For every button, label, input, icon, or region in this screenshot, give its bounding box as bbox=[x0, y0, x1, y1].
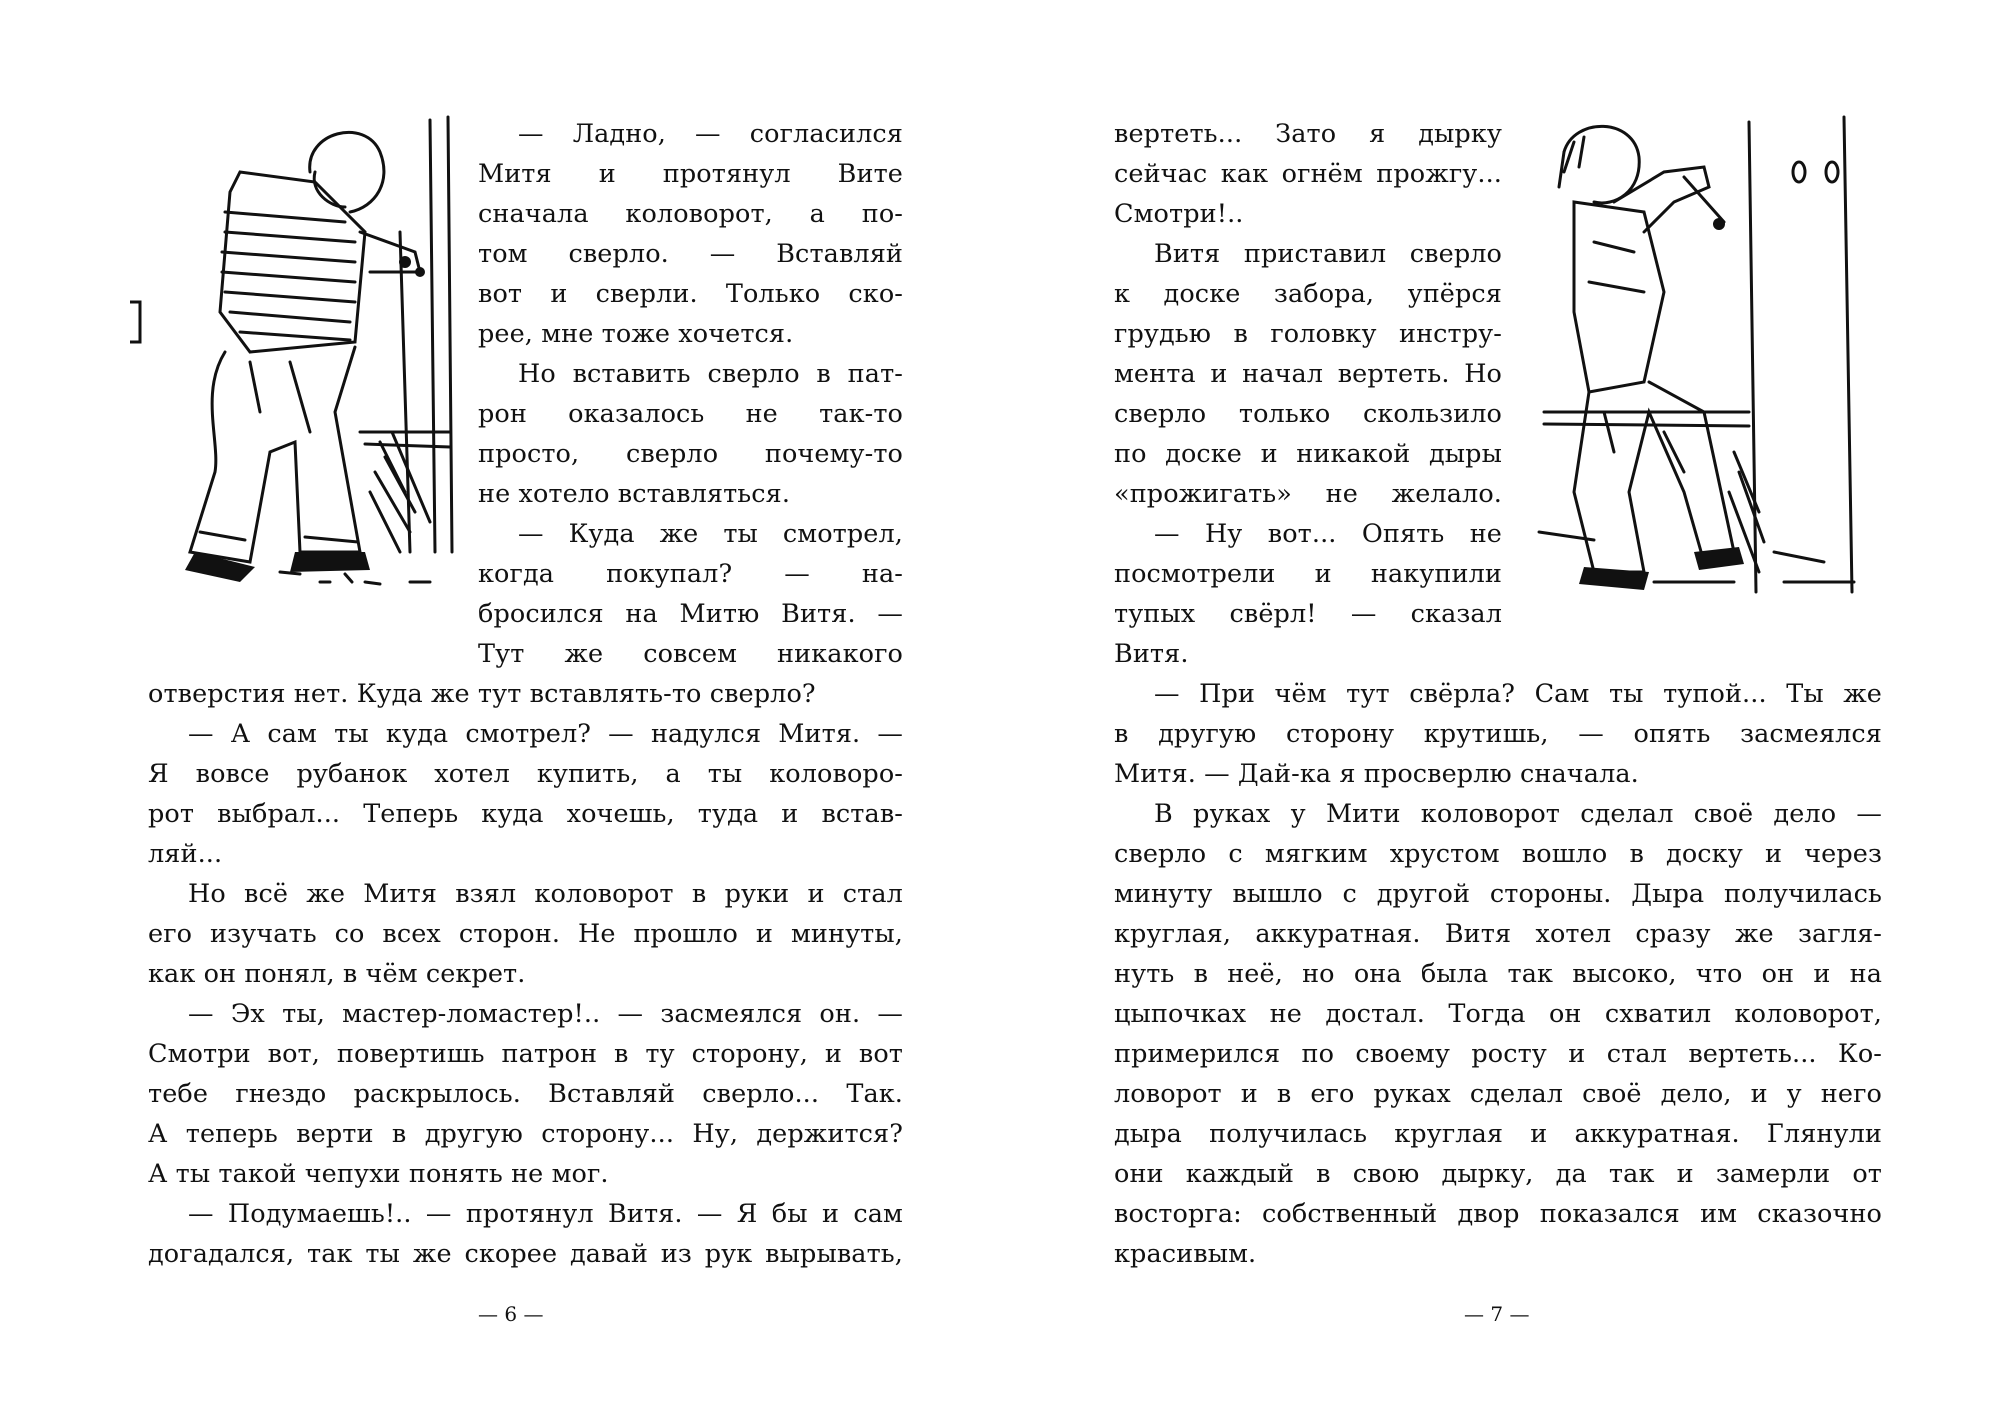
text-line: не хотело вставляться. bbox=[478, 479, 791, 509]
text-line: сначала коловорот, а по- bbox=[478, 199, 903, 229]
text-line: — Куда же ты смотрел, bbox=[518, 519, 903, 549]
text-line: том сверло. — Вставляй bbox=[478, 239, 903, 269]
text-line: отверстия нет. Куда же тут вставлять-то сверло? bbox=[148, 679, 816, 709]
page-number: — 6 — bbox=[478, 1302, 544, 1326]
text-line: Витя приставил сверло bbox=[1154, 239, 1502, 269]
text-line: вот и сверли. Только ско- bbox=[478, 279, 903, 309]
text-line: тебе гнездо раскрылось. Вставляй сверло... Так. bbox=[148, 1079, 903, 1109]
text-line: Но вставить сверло в пат- bbox=[518, 359, 903, 389]
text-line: Витя. bbox=[1114, 639, 1189, 669]
right-top-text-block bbox=[1114, 114, 1502, 674]
text-line: по доске и никакой дыры bbox=[1114, 439, 1502, 469]
text-line: Митя и протянул Вите bbox=[478, 159, 903, 189]
text-line: Я вовсе рубанок хотел купить, а ты коловоро- bbox=[148, 759, 903, 789]
text-line: Смотри вот, повертишь патрон в ту сторону, и вот bbox=[148, 1039, 903, 1069]
text-line: ляй... bbox=[148, 839, 223, 869]
text-line: посмотрели и накупили bbox=[1114, 559, 1502, 589]
text-line: А ты такой чепухи понять не мог. bbox=[148, 1159, 609, 1189]
text-line: восторга: собственный двор показался им сказочно bbox=[1114, 1199, 1882, 1229]
text-line: цыпочках не достал. Тогда он схватил коловорот, bbox=[1114, 999, 1882, 1029]
text-line: Митя. — Дай-ка я просверлю сначала. bbox=[1114, 759, 1639, 789]
text-line: грудью в головку инстру- bbox=[1114, 319, 1502, 349]
text-line: — Ладно, — согласился bbox=[518, 119, 903, 149]
text-line: А теперь верти в другую сторону... Ну, держится? bbox=[148, 1119, 903, 1149]
text-line: Тут же совсем никакого bbox=[478, 639, 903, 669]
text-line: догадался, так ты же скорее давай из рук вырывать, bbox=[148, 1239, 903, 1269]
text-line: сверло с мягким хрустом вошло в доску и через bbox=[1114, 839, 1882, 869]
text-line: дыра получилась круглая и аккуратная. Глянули bbox=[1114, 1119, 1882, 1149]
left-top-text-block bbox=[478, 114, 903, 674]
text-line: Но всё же Митя взял коловорот в руки и стал bbox=[188, 879, 903, 909]
right-full-text-block bbox=[1114, 674, 1882, 1274]
text-line: «прожигать» не желало. bbox=[1114, 479, 1502, 509]
text-line: — Подумаешь!.. — протянул Витя. — Я бы и сам bbox=[188, 1199, 903, 1229]
text-line: его изучать со всех сторон. Не прошло и минуты, bbox=[148, 919, 903, 949]
text-line: круглая, аккуратная. Витя хотел сразу же загля- bbox=[1114, 919, 1882, 949]
text-line: рот выбрал... Теперь куда хочешь, туда и встав- bbox=[148, 799, 903, 829]
text-line: минуту вышло с другой стороны. Дыра получилась bbox=[1114, 879, 1882, 909]
text-line: сейчас как огнём прожгу... bbox=[1114, 159, 1502, 189]
text-line: когда покупал? — на- bbox=[478, 559, 903, 589]
page-number: — 7 — bbox=[1464, 1302, 1530, 1326]
text-line: В руках у Мити коловорот сделал своё дело — bbox=[1154, 799, 1882, 829]
text-line: — Ну вот... Опять не bbox=[1154, 519, 1502, 549]
text-line: рее, мне тоже хочется. bbox=[478, 319, 794, 349]
text-line: бросился на Митю Витя. — bbox=[478, 599, 903, 629]
text-line: — При чём тут свёрла? Сам ты тупой... Ты же bbox=[1154, 679, 1882, 709]
text-line: вертеть... Зато я дырку bbox=[1114, 119, 1502, 149]
text-line: они каждый в свою дырку, да так и замерли от bbox=[1114, 1159, 1882, 1189]
text-line: в другую сторону крутишь, — опять засмеялся bbox=[1114, 719, 1882, 749]
text-line: как он понял, в чём секрет. bbox=[148, 959, 526, 989]
text-line: Смотри!.. bbox=[1114, 199, 1244, 229]
text-line: рон оказалось не так-то bbox=[478, 399, 903, 429]
text-line: — А сам ты куда смотрел? — надулся Митя. — bbox=[188, 719, 903, 749]
text-line: примерился по своему росту и стал вертеть... Ко- bbox=[1114, 1039, 1882, 1069]
right-page bbox=[1004, 0, 2008, 1418]
text-line: к доске забора, упёрся bbox=[1114, 279, 1502, 309]
text-line: красивым. bbox=[1114, 1239, 1257, 1269]
text-line: — Эх ты, мастер-ломастер!.. — засмеялся он. — bbox=[188, 999, 903, 1029]
text-line: нуть в неё, но она была так высоко, что он и на bbox=[1114, 959, 1882, 989]
text-line: сверло только скользило bbox=[1114, 399, 1502, 429]
text-line: ловорот и в его руках сделал своё дело, и у него bbox=[1114, 1079, 1882, 1109]
left-full-text-block bbox=[148, 674, 903, 1274]
text-line: просто, сверло почему-то bbox=[478, 439, 903, 469]
text-line: мента и начал вертеть. Но bbox=[1114, 359, 1502, 389]
text-line: тупых свёрл! — сказал bbox=[1114, 599, 1502, 629]
boy-at-fence-illustration bbox=[130, 112, 460, 612]
boy-drilling-illustration bbox=[1534, 112, 1874, 612]
